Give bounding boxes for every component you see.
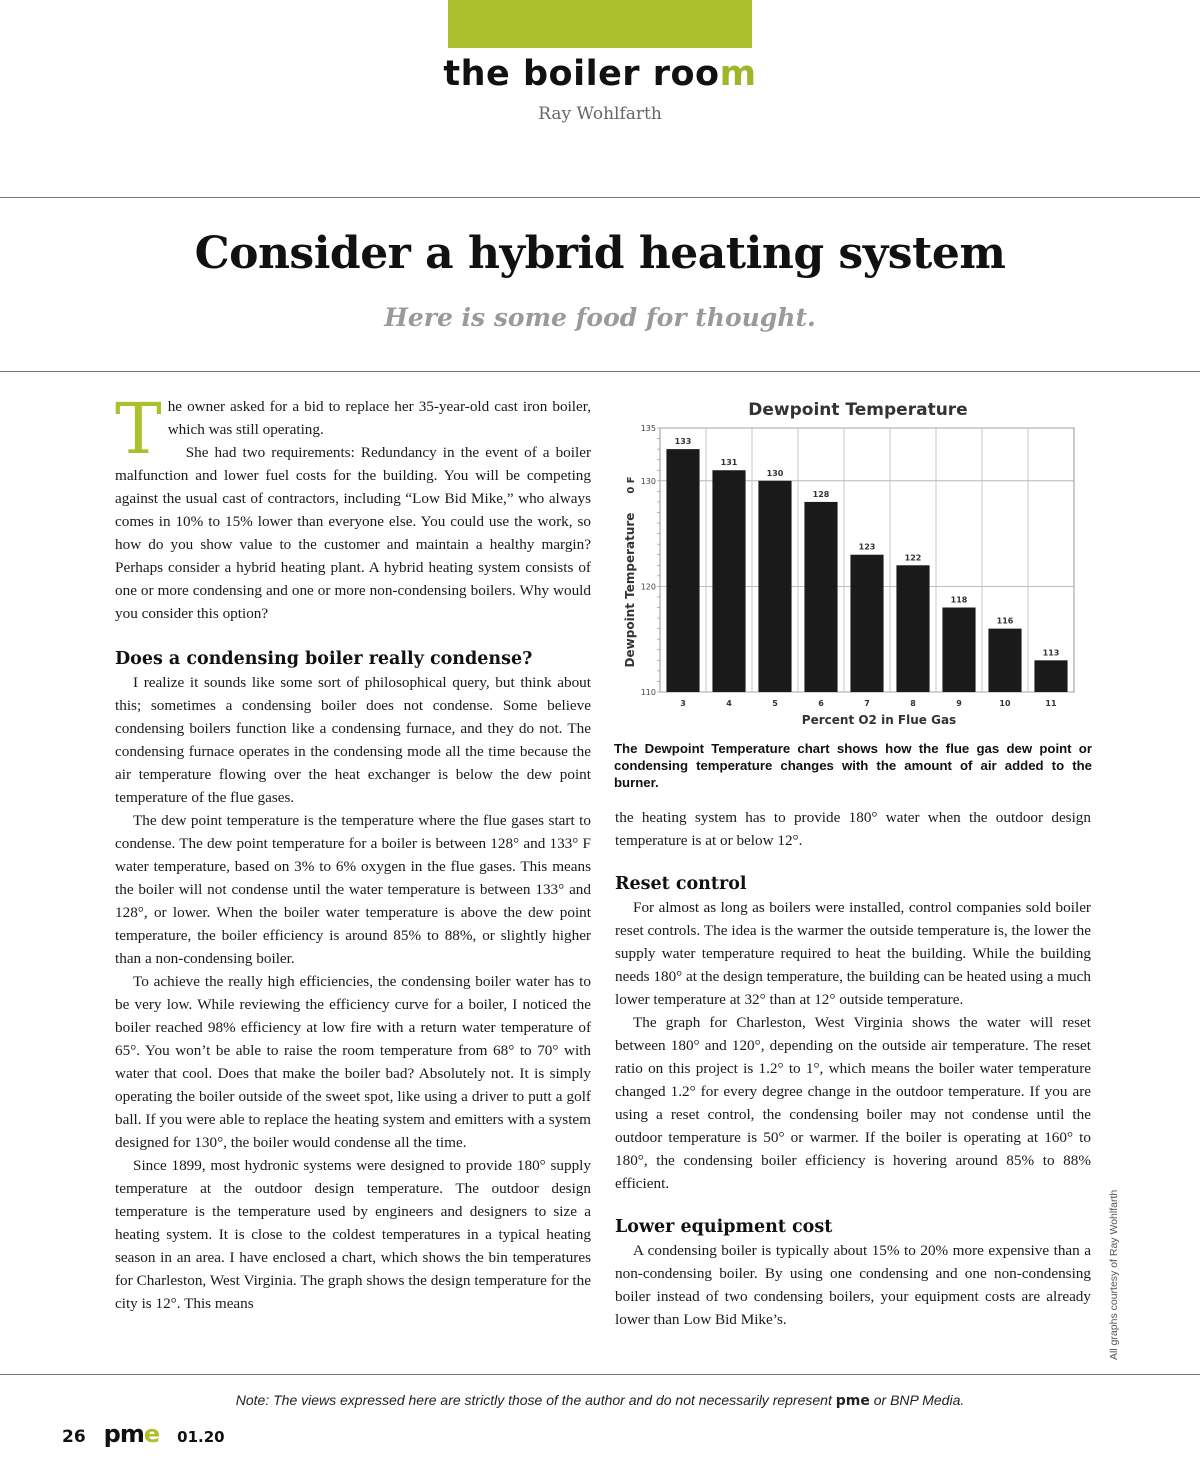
paragraph: She had two requirements: Redundancy in the event of a boiler malfunction and lower fuel costs for the building. You will be competing against the usual cast of contractors, including “Low Bid Mike,” who always comes in 10% to 15% lower than everyone else. You could use the work, so how do you show value to the customer and maintain a healthy margin? Perhaps consider a hybrid heating plant. A hybrid heating system consists of one or more condensing and one or more non-condensing boilers. Why would you consider this option? <box>115 444 591 622</box>
dropcap: T <box>115 388 162 470</box>
chart-bar <box>942 608 975 692</box>
chart-x-tick-label: 5 <box>772 699 778 708</box>
paragraph: The graph for Charleston, West Virginia shows the water will reset between 180° and 120°, depending on the outside air temperature. The reset ratio on this project is 1.2° to 1°, which means the boiler water temperature changed 1.2° for every degree change in the outdoor temperature. If you are using a reset control, the condensing boiler may not condense until the outdoor temperature is 50° or warmer. If the boiler is operating at 160° to 180°, the condensing boiler efficiency is hovering around 85% to 88% efficient. <box>615 1014 1091 1192</box>
logo-main: pm <box>103 1420 144 1448</box>
chart-bar <box>758 481 791 692</box>
chart-y-tick-label: 110 <box>640 688 656 697</box>
figure-caption: The Dewpoint Temperature chart shows how the flue gas dew point or condensing temperature changes with the amount of air added to the burner. <box>614 741 1092 790</box>
chart-data-label: 116 <box>996 616 1014 626</box>
paragraph: the heating system has to provide 180° water when the outdoor design temperature is at or below 12°. <box>615 809 1091 849</box>
chart-bar <box>666 449 699 692</box>
folio <box>62 1420 225 1448</box>
disclaimer-note <box>0 1392 1200 1409</box>
subhead: Does a condensing boiler really condense? <box>115 649 533 669</box>
chart-y-tick-label: 135 <box>640 424 656 433</box>
chart-x-label: Percent O2 in Flue Gas <box>801 713 957 727</box>
magazine-logo <box>104 1420 159 1448</box>
column-title-accent: m <box>719 54 757 94</box>
chart-y-unit: 0 F <box>626 476 637 494</box>
headline: Consider a hybrid heating system <box>194 228 1006 279</box>
chart-y-tick-label: 130 <box>640 476 656 486</box>
chart-x-tick-label: 8 <box>910 699 916 708</box>
paragraph: I realize it sounds like some sort of philosophical query, but think about this; sometimes a condensing boiler does not condense. Some believe condensing boilers function like a condensing furnace, and they do not. The condensing furnace operates in the condensing mode all the time because the air temperature flowing over the heat exchanger is below the dew point temperature of the flue gases. <box>115 674 591 806</box>
chart-bar <box>896 565 929 692</box>
chart-x-tick-label: 4 <box>726 699 732 708</box>
paragraph: For almost as long as boilers were installed, control companies sold boiler reset controls. The idea is the warmer the outside temperature is, the lower the supply water temperature required to heat the building. While the building needs 180° at the design temperature, the building can be heated using a much lower temperature at 32° than at 12° outside temperature. <box>615 899 1091 1008</box>
headline-divider <box>0 371 1200 372</box>
paragraph: Since 1899, most hydronic systems were designed to provide 180° supply temperature at the outdoor design temperature. The outdoor design temperature is the temperature used by engineers and designers to size a heating system. It is close to the coldest temperatures in a typical heating season in an area. I have enclosed a chart, which shows the bin temperatures for Charleston, West Virginia. The graph shows the design temperature for the city is 12°. This means <box>115 1157 591 1312</box>
right-column <box>615 806 1091 1331</box>
chart-bar <box>988 629 1021 692</box>
chart-data-label: 131 <box>720 458 738 468</box>
chart-title: Dewpoint Temperature <box>748 400 968 420</box>
subhead: Lower equipment cost <box>615 1217 833 1237</box>
chart-x-tick-label: 3 <box>680 699 686 708</box>
chart-data-label: 123 <box>858 542 876 552</box>
top-divider <box>0 197 1200 198</box>
chart-bar <box>1034 660 1067 692</box>
chart-bar <box>804 502 837 692</box>
note-prefix: Note: The views expressed here are strictly those of the author and do not necessarily represent <box>235 1392 832 1408</box>
photo-credit <box>1108 1180 1128 1360</box>
note-suffix: or BNP Media. <box>873 1392 965 1408</box>
dewpoint-chart-svg <box>614 390 1092 735</box>
chart-y-label: Dewpoint Temperature <box>623 512 637 668</box>
chart-bar <box>712 470 745 692</box>
chart-data-label: 118 <box>950 595 968 605</box>
author-name: Ray Wohlfarth <box>538 104 662 124</box>
column-title-main: the boiler roo <box>443 54 720 94</box>
photo-credit-text: All graphs courtesy of Ray Wohlfarth <box>1108 1189 1120 1360</box>
subhead: Reset control <box>615 874 747 894</box>
note-brand: pme <box>835 1393 870 1409</box>
paragraph: To achieve the really high efficiencies, the condensing boiler water has to be very low. While reviewing the efficiency curve for a boiler, I noticed the boiler reached 98% efficiency at low fire with a return water temperature of 65°. You won’t be able to raise the room temperature from 68° to 70° with water that cool. Does that make the boiler bad? Absolutely not. It is simply operating the boiler outside of the sweet spot, like using a driver to putt a golf ball. If you were able to replace the heating system and emitters with a system designed for 130°, the boiler would condense all the time. <box>115 973 591 1151</box>
chart-bar <box>850 555 883 692</box>
logo-accent: e <box>143 1420 160 1448</box>
footer-divider <box>0 1374 1200 1375</box>
chart-x-tick-label: 9 <box>956 699 962 708</box>
chart-x-tick-label: 7 <box>864 699 870 708</box>
chart-data-label: 113 <box>1042 648 1060 658</box>
page-number: 26 <box>62 1427 86 1447</box>
column-title <box>0 54 1200 94</box>
paragraph: The dew point temperature is the temperature where the flue gases start to condense. The dew point temperature for a boiler is between 128° and 133° F water temperature, based on 3% to 6% oxygen in the flue gases. This means the boiler will not condense until the water temperature is between 133° and 128°, or lower. When the boiler water temperature is above the dew point temperature, the boiler efficiency is around 85% to 88%, or slightly higher than a non-condensing boiler. <box>115 812 591 967</box>
paragraph: A condensing boiler is typically about 15% to 20% more expensive than a non-condensing boiler. By using one condensing and one non-condensing boiler instead of two condensing boilers, your equipment costs are already lower than Low Bid Mike’s. <box>615 1242 1091 1328</box>
chart-x-tick-label: 11 <box>1045 699 1057 708</box>
deck: Here is some food for thought. <box>384 303 816 332</box>
chart-x-tick-label: 10 <box>999 699 1011 708</box>
chart-data-label: 133 <box>674 437 692 447</box>
paragraph: he owner asked for a bid to replace her 35-year-old cast iron boiler, which was still operating. <box>167 398 591 438</box>
chart-data-label: 122 <box>904 553 922 563</box>
issue-date: 01.20 <box>177 1428 225 1446</box>
left-column <box>115 388 591 1315</box>
chart-data-label: 128 <box>812 489 830 499</box>
chart-y-tick-label: 120 <box>640 582 656 592</box>
dewpoint-chart <box>614 390 1092 735</box>
chart-data-label: 130 <box>766 468 784 478</box>
header-accent-bar <box>448 0 752 48</box>
chart-x-tick-label: 6 <box>818 699 824 708</box>
